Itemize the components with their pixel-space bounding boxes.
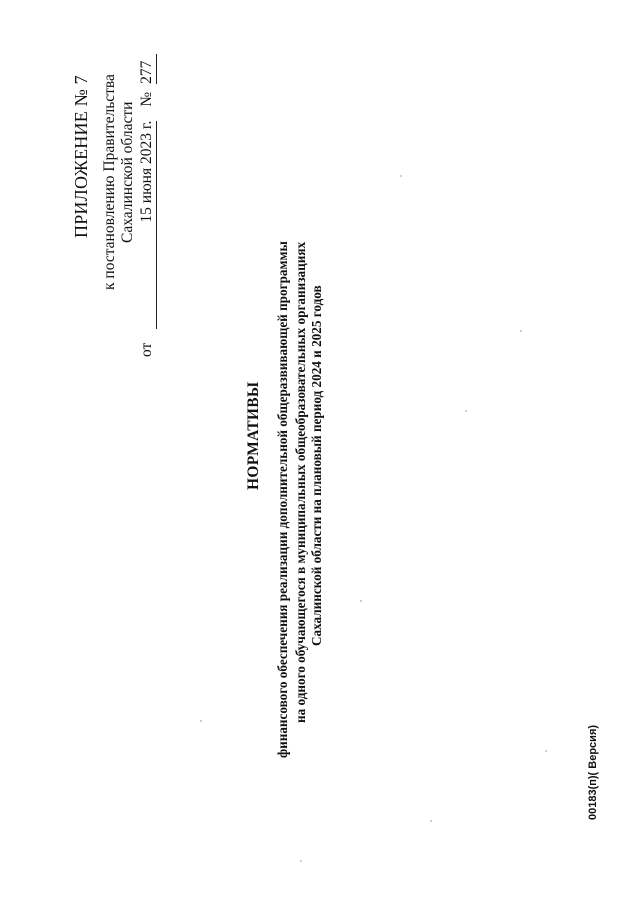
scan-speck	[400, 175, 402, 177]
scan-speck	[430, 820, 432, 822]
decree-date: 15 июня 2023 г.	[139, 121, 157, 329]
from-label: от	[138, 342, 155, 357]
version-stamp: 00183(п)( Версия)	[587, 724, 599, 820]
scan-speck	[545, 750, 547, 752]
scan-speck	[520, 330, 522, 332]
document-subtitle-line-3: Сахалинской области на плановый период 2024 и 2025 годов	[309, 285, 324, 646]
appendix-date-row	[139, 54, 157, 357]
number-sign: №	[138, 91, 155, 107]
document-heading: НОРМАТИВЫ	[245, 381, 262, 490]
scan-speck	[465, 410, 467, 412]
scan-speck	[360, 600, 362, 602]
appendix-region-line: Сахалинской области	[119, 101, 136, 243]
appendix-reference-line: к постановлению Правительства	[101, 74, 118, 290]
appendix-title: ПРИЛОЖЕНИЕ № 7	[71, 75, 91, 238]
document-subtitle-line-1: финансового обеспечения реализации дополнительной общеразвивающей программы	[275, 241, 290, 758]
scan-speck	[300, 860, 302, 862]
scan-speck	[200, 720, 202, 722]
document-subtitle-line-2: на одного обучающегося в муниципальных общеобразовательных организациях	[293, 241, 308, 723]
decree-number: 277	[139, 54, 157, 84]
